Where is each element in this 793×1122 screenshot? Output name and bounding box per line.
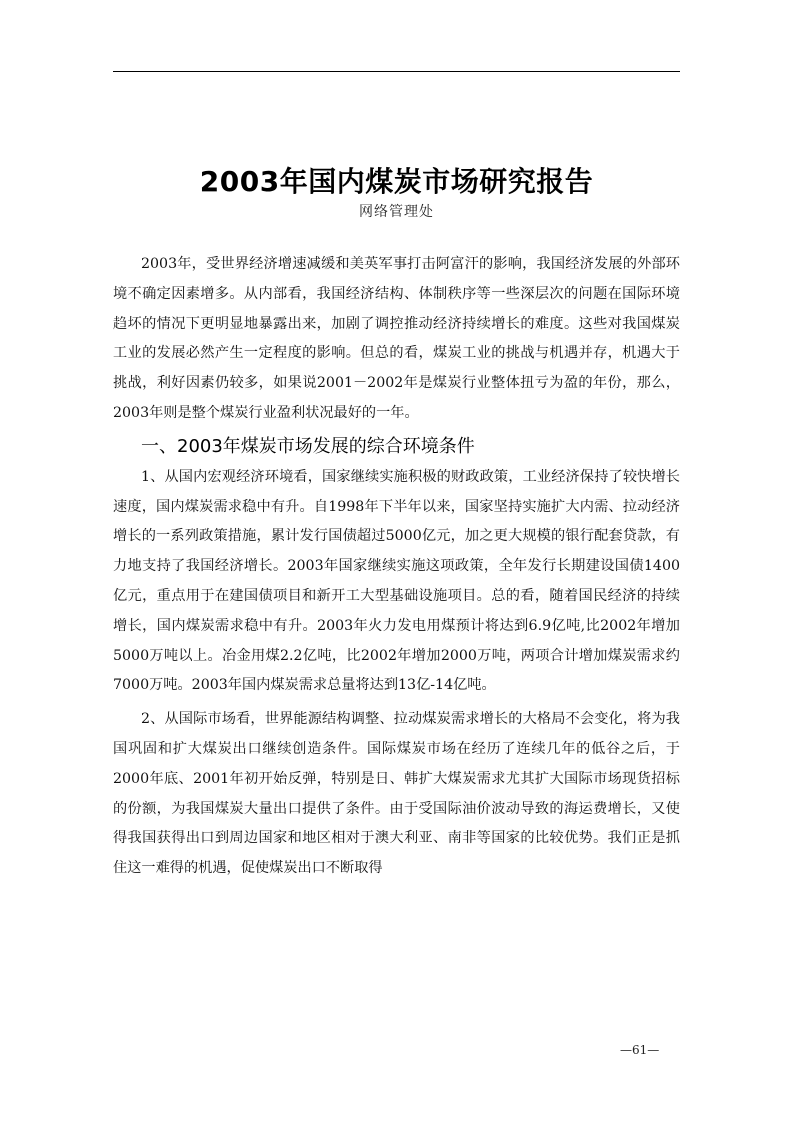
header-rule xyxy=(113,71,680,72)
section-heading: 一、2003年煤炭市场发展的综合环境条件 xyxy=(141,435,475,457)
page-number: —61— xyxy=(620,1043,660,1057)
intro-paragraph: 2003年，受世界经济增速减缓和美英军事打击阿富汗的影响，我国经济发展的外部环境不确定因素增多。从内部看，我国经济结构、体制秩序等一些深层次的问题在国际环境趋坏的情况下更明显地暴露出来，加剧了调控推动经济持续增长的难度。这些对我国煤炭工业的发展必然产生一定程度的影响。但总的看，煤炭工业的挑战与机遇并存，机遇大于挑战，利好因素仍较多，如果说2001－2002年是煤炭行业整体扭亏为盈的年份，那么，2003年则是整个煤炭行业盈利状况最好的一年。 xyxy=(113,256,680,421)
section-paragraph: 1、从国内宏观经济环境看，国家继续实施积极的财政政策，工业经济保持了较快增长速度，国内煤炭需求稳中有升。自1998年下半年以来，国家坚持实施扩大内需、拉动经济增长的一系列政策措施，累计发行国债超过5000亿元，加之更大规模的银行配套贷款，有力地支持了我国经济增长。2003年国家继续实施这项政策，全年发行长期建设国债1400亿元，重点用于在建国债项目和新开工大型基础设施项目。总的看，随着国民经济的持续增长，国内煤炭需求稳中有升。2003年火力发电用煤预计将达到6.9亿吨,比2002年增加5000万吨以上。冶金用煤2.2亿吨，比2002年增加2000万吨，两项合计增加煤炭需求约7000万吨。2003年国内煤炭需求总量将达到13亿-14亿吨。 xyxy=(113,468,680,694)
document-author: 网络管理处 xyxy=(359,204,434,220)
document-body xyxy=(113,250,680,884)
document-title: 2003年国内煤炭市场研究报告 xyxy=(199,164,594,198)
section-paragraph: 2、从国际市场看，世界能源结构调整、拉动煤炭需求增长的大格局不会变化，将为我国巩固和扩大煤炭出口继续创造条件。国际煤炭市场在经历了连续几年的低谷之后，于2000年底、2001年初开始反弹，特别是日、韩扩大煤炭需求尤其扩大国际市场现货招标的份额，为我国煤炭大量出口提供了条件。由于受国际油价波动导致的海运费增长，又使得我国获得出口到周边国家和地区相对于澳大利亚、南非等国家的比较优势。我们正是抓住这一难得的机遇，促使煤炭出口不断取得 xyxy=(113,711,680,877)
